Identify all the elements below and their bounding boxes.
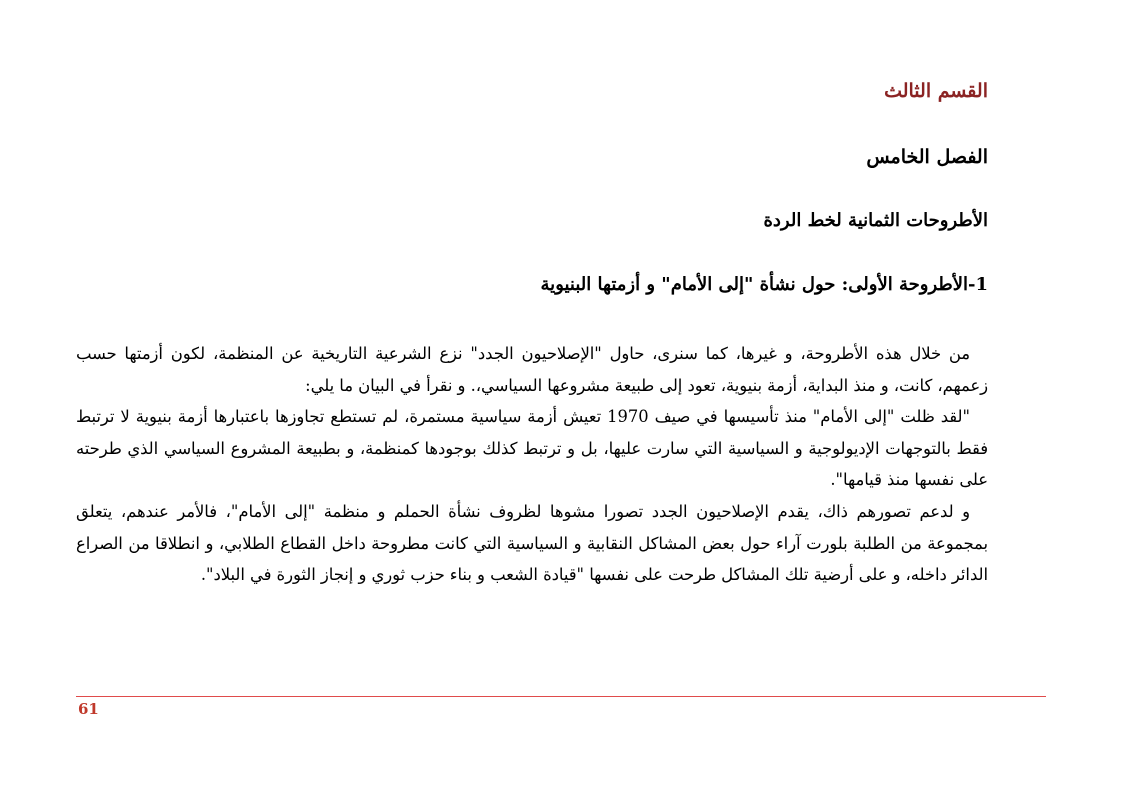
paragraph-2-quote: "لقد ظلت "إلى الأمام" منذ تأسيسها في صيف 1970 تعيش أزمة سياسية مستمرة، لم تستطع تجاوزها باعتبارها أزمة بنيوية لا ترتبط فقط بالتوجهات الإديولوجية و السياسية التي سارت عليها، بل و ترتبط كذلك بوجودها كمنظمة، و بطبيعة المشروع السياسي الذي طرحته على نفسها منذ قيامها". xyxy=(76,407,988,490)
paragraph-1: من خلال هذه الأطروحة، و غيرها، كما سنرى، حاول "الإصلاحيون الجدد" نزع الشرعية التاريخية عن المنظمة، لكون أزمتها حسب زعمهم، كانت، و منذ البداية، أزمة بنيوية، تعود إلى طبيعة مشروعها السياسي،. و نقرأ في البيان ما يلي: xyxy=(76,344,988,395)
main-title: الأطروحات الثمانية لخط الردة xyxy=(763,210,988,231)
subsection-title: 1-الأطروحة الأولى: حول نشأة "إلى الأمام" و أزمتها البنيوية xyxy=(540,274,988,295)
body-text xyxy=(76,338,988,591)
page-number: 61 xyxy=(78,700,99,718)
chapter-title: الفصل الخامس xyxy=(866,146,988,168)
section-title: القسم الثالث xyxy=(884,80,988,102)
paragraph-3: و لدعم تصورهم ذاك، يقدم الإصلاحيون الجدد تصورا مشوها لظروف نشأة الحملم و منظمة "إلى الأمام"، فالأمر عندهم، يتعلق بمجموعة من الطلبة بلورت آراء حول بعض المشاكل النقابية و السياسية التي كانت مطروحة داخل القطاع الطلابي، و انطلاقا من الصراع الدائر داخله، و على أرضية تلك المشاكل طرحت على نفسها "قيادة الشعب و بناء حزب ثوري و إنجاز الثورة في البلاد". xyxy=(76,501,988,585)
footer-rule xyxy=(76,696,1046,697)
